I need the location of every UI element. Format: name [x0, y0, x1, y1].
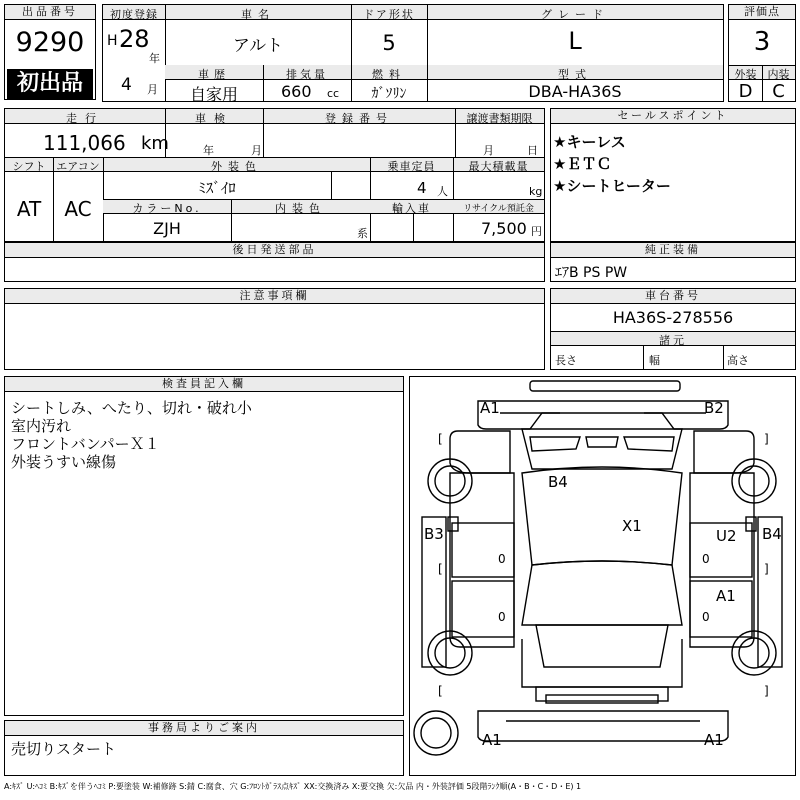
capacity-unit: 人 [437, 185, 448, 198]
score-value: 3 [753, 27, 771, 57]
grade: L [568, 27, 582, 55]
dims-label: 諸元 [659, 334, 687, 347]
chassis-label: 車台番号 [551, 289, 795, 304]
car-diagram-box [409, 376, 796, 776]
later-parts-box [4, 242, 545, 282]
mark-x1-center: X1 [622, 517, 642, 535]
svg-text:]: ] [764, 684, 769, 698]
mark-a1-bottom-left: A1 [482, 731, 502, 749]
exterior-color-value: ﾐｽﾞｲﾛ [198, 179, 236, 197]
fuel-label: 燃料 [372, 68, 406, 81]
chassis-box [550, 288, 796, 370]
inspector-box [4, 376, 404, 716]
history: 自家用 [189, 85, 238, 104]
score-label: 評価点 [729, 5, 795, 20]
details-box [4, 108, 545, 242]
svg-text:[: [ [438, 432, 443, 446]
inspector-label: 検査員記入欄 [5, 377, 403, 392]
color-no-value: ZJH [153, 219, 181, 238]
inspector-line-3: フロントバンパーＸ１ [11, 435, 160, 453]
car-name: アルト [232, 36, 284, 56]
genuine-box [550, 242, 796, 282]
svg-text:0: 0 [498, 610, 506, 624]
inspection-month-unit: 月 [251, 144, 262, 157]
score-box [728, 4, 796, 102]
displacement-label: 排気量 [286, 68, 328, 81]
svg-text:0: 0 [702, 552, 710, 566]
shift-value: AT [16, 197, 42, 221]
mileage-label: 走行 [66, 112, 104, 125]
damage-legend: A:ｷｽﾞ U:ﾍｺﾐ B:ｷｽﾞを伴うﾍｺﾐ P:要塗装 W:補修跡 S:錆 C:腐食、穴 G:ﾌﾛﾝﾄｶﾞﾗｽ点ｷｽﾞ XX:交換済み X:要交換 欠:欠品 内・外装評価 5段階ﾗﾝｸ順(A・B・C・D・E) 1 [4, 782, 582, 791]
aircon-value: AC [64, 197, 92, 221]
aircon-label: エアコン [56, 160, 100, 173]
notes-box [4, 288, 545, 370]
car-name-label: 車名 [241, 8, 275, 21]
listing-number-label: 出品番号 [5, 5, 95, 20]
office-text: 売切りスタート [11, 740, 117, 758]
transfer-day-unit: 日 [527, 144, 538, 157]
transfer-label: 譲渡書類期限 [466, 112, 533, 125]
mark-b4-right: B4 [762, 525, 782, 543]
office-label: 事務局よりご案内 [5, 721, 403, 736]
sales-point-2: ★ＥＴＣ [553, 155, 612, 173]
doors: 5 [382, 31, 396, 55]
mileage-unit: km [141, 133, 169, 154]
door-label: ドア形状 [363, 8, 415, 21]
sales-points-label: セールスポイント [551, 109, 795, 124]
svg-text:]: ] [764, 562, 769, 576]
mark-a1-bottom-right: A1 [704, 731, 724, 749]
grade-label: グレード [541, 8, 609, 21]
recycle-label: リサイクル預託金 [463, 204, 534, 214]
displacement-unit: cc [327, 87, 340, 100]
inspection-label: 車検 [195, 112, 233, 125]
interior-color-unit: 系 [357, 227, 368, 240]
mark-a1-top-left: A1 [480, 399, 500, 417]
import-label: 輸入車 [392, 202, 431, 215]
transfer-month-unit: 月 [483, 144, 494, 157]
height-label: 高さ [727, 354, 749, 367]
interior-score: C [772, 81, 785, 102]
mark-b4-roof: B4 [548, 473, 568, 491]
fuel: ｶﾞｿﾘﾝ [371, 86, 407, 102]
reg-month: 4 [121, 75, 132, 95]
recycle-unit: 円 [531, 225, 542, 238]
sales-point-3: ★シートヒーター [553, 177, 671, 195]
inspector-line-2: 室内汚れ [11, 417, 72, 435]
mark-b3-left: B3 [424, 525, 444, 543]
svg-text:[: [ [438, 562, 443, 576]
model: DBA-HA36S [528, 82, 622, 101]
era: H [107, 33, 118, 49]
interior-color-label: 内装色 [275, 202, 326, 215]
mark-b2-top-right: B2 [704, 399, 724, 417]
office-box [4, 720, 404, 776]
inspection-year-unit: 年 [203, 144, 214, 157]
inspector-line-4: 外装うすい線傷 [11, 453, 117, 471]
length-label: 長さ [555, 354, 577, 367]
reg-year: 28 [119, 25, 150, 53]
listing-number: 9290 [15, 27, 85, 58]
exterior-color-label: 外装色 [211, 160, 262, 173]
recycle-value: 7,500 [481, 219, 527, 238]
svg-text:[: [ [438, 684, 443, 698]
svg-text:0: 0 [702, 610, 710, 624]
car-diagram [410, 377, 795, 775]
shift-label: シフト [12, 160, 46, 173]
sales-points-box [550, 108, 796, 242]
listing-number-box [4, 4, 96, 100]
sales-point-1: ★キーレス [553, 133, 626, 151]
exterior-score-label: 外装 [734, 68, 757, 81]
model-label: 型式 [558, 68, 592, 81]
registration-label: 登録番号 [325, 112, 393, 125]
later-parts-label: 後日発送部品 [5, 243, 544, 258]
exterior-score: D [738, 81, 753, 102]
history-label: 車歴 [198, 68, 230, 81]
svg-text:0: 0 [498, 552, 506, 566]
first-listing-badge: 初出品 [7, 69, 93, 99]
displacement: 660 [281, 82, 312, 101]
first-reg-label: 初度登録 [110, 8, 158, 21]
mark-u2-right: U2 [716, 527, 737, 545]
mark-a1-right: A1 [716, 587, 736, 605]
inspector-line-1: シートしみ、へたり、切れ・破れ小 [11, 399, 252, 417]
max-load-label: 最大積載量 [468, 160, 529, 173]
interior-score-label: 内装 [767, 68, 790, 81]
capacity-label: 乗車定員 [387, 160, 436, 173]
color-no-label: カラーNo. [132, 202, 202, 215]
capacity-value: 4 [417, 179, 427, 197]
top-info-box [102, 4, 724, 102]
genuine-value: ｴｱB PS PW [555, 265, 628, 281]
width-label: 幅 [649, 354, 660, 367]
mileage-value: 111,066 [43, 131, 126, 155]
max-load-unit: kg [529, 185, 543, 198]
svg-text:]: ] [764, 432, 769, 446]
reg-year-unit: 年 [149, 52, 160, 65]
notes-label: 注意事項欄 [5, 289, 544, 304]
genuine-label: 純正装備 [551, 243, 795, 258]
chassis-value: HA36S-278556 [612, 308, 734, 327]
reg-month-unit: 月 [147, 83, 158, 96]
